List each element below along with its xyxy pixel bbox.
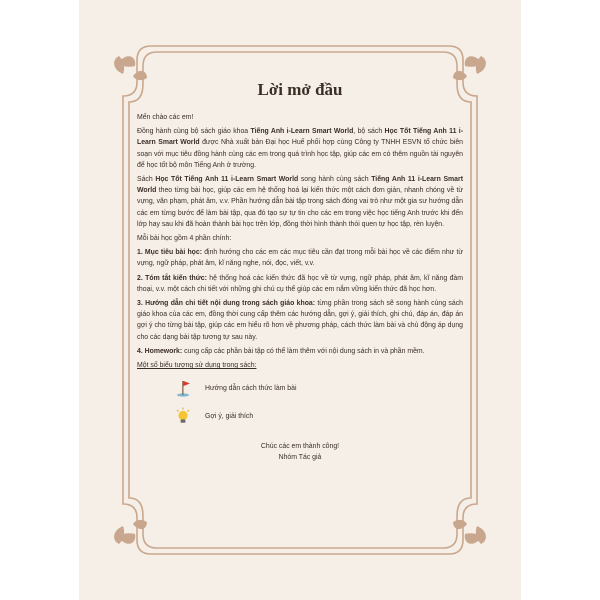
flag-icon — [175, 379, 191, 397]
legend-label: Gợi ý, giải thích — [205, 412, 254, 420]
corner-ornament-top-right — [453, 56, 486, 80]
page-content — [137, 112, 463, 463]
corner-ornament-top-left — [114, 56, 147, 80]
lightbulb-icon — [175, 407, 191, 425]
symbol-legend — [137, 377, 463, 427]
author-line: Nhóm Tác giả — [278, 454, 322, 462]
closing — [137, 441, 463, 463]
corner-ornament-bottom-left — [114, 520, 147, 544]
intro-paragraph-1: Đồng hành cùng bộ sách giáo khoa Tiếng Anh i-Learn Smart World, bộ sách Học Tốt Tiếng Anh 11 i-Learn Smart World được Nhà xuất bản Đại học Huế phối hợp cùng Công ty TNHH ESVN tổ chức biên soạn với mục tiêu đồng hành cùng các em trong quá trình học tập, giúp các em có thêm nguồn tài nguyên để học tốt bộ môn Tiếng Anh ở trường. — [137, 128, 463, 169]
book-page — [79, 0, 521, 600]
list-item: 1. Mục tiêu bài học: định hướng cho các em các mục tiêu cần đạt trong mỗi bài học về các điểm như từ vựng, ngữ pháp, phát âm, kĩ năng nghe, nói, đọc, viết, v.v. — [137, 249, 463, 268]
corner-ornament-bottom-right — [453, 520, 486, 544]
greeting: Mến chào các em! — [137, 114, 194, 121]
intro-paragraph-2: Sách Học Tốt Tiếng Anh 11 i-Learn Smart World song hành cùng sách Tiếng Anh 11 i-Learn Smart World theo từng bài học, giúp các em hệ thống hoá lại kiến thức một cách đơn giản, nhanh chóng về từ vựng, văn phạm, phát âm, v.v. Phần hướng dẫn bài tập trong sách đóng vai trò như một gia sư hướng dẫn các em từng bước để làm bài tập, qua đó tạo sự tự tin cho các em trong việc học tiếng Anh trước khi đến lớp hay sau khi đã hoàn thành bài học trên lớp, đồng thời hình thành thói quen tự học tập, rèn luyện. — [137, 176, 463, 228]
legend-row-flag — [175, 377, 463, 399]
closing-line: Chúc các em thành công! — [260, 443, 340, 451]
list-item: 4. Homework: cung cấp các phần bài tập có thể làm thêm với nội dung sách in và phần mềm. — [137, 347, 425, 355]
list-item: 2. Tóm tắt kiến thức: hệ thống hoá các kiến thức đã học về từ vựng, ngữ pháp, phát âm, kĩ năng đàm thoại, v.v. một cách chi tiết với những ghi chú cụ thể giúp các em nắm vững kiến thức đã học hơn. — [137, 274, 464, 293]
symbols-heading: Một số biểu tượng sử dụng trong sách: — [137, 362, 257, 370]
legend-row-lightbulb — [175, 405, 463, 427]
parts-intro: Mỗi bài học gồm 4 phần chính: — [137, 235, 232, 243]
legend-label: Hướng dẫn cách thức làm bài — [205, 384, 297, 392]
page-title: Lời mở đầu — [257, 80, 343, 99]
list-item: 3. Hướng dẫn chi tiết nội dung trong sách giáo khoa: từng phần trong sách sẽ song hành cùng sách giáo khoa của các em, đồng thời cung cấp thêm các hướng dẫn, gợi ý, giải thích, ghi chú, đáp án, đáp án gợi ý cho từng bài tập, giúp các em hiểu rõ hơn về phương pháp, cách thức làm bài và chủ động áp dụng cho các dạng bài tập tương tự sau này. — [137, 300, 463, 341]
